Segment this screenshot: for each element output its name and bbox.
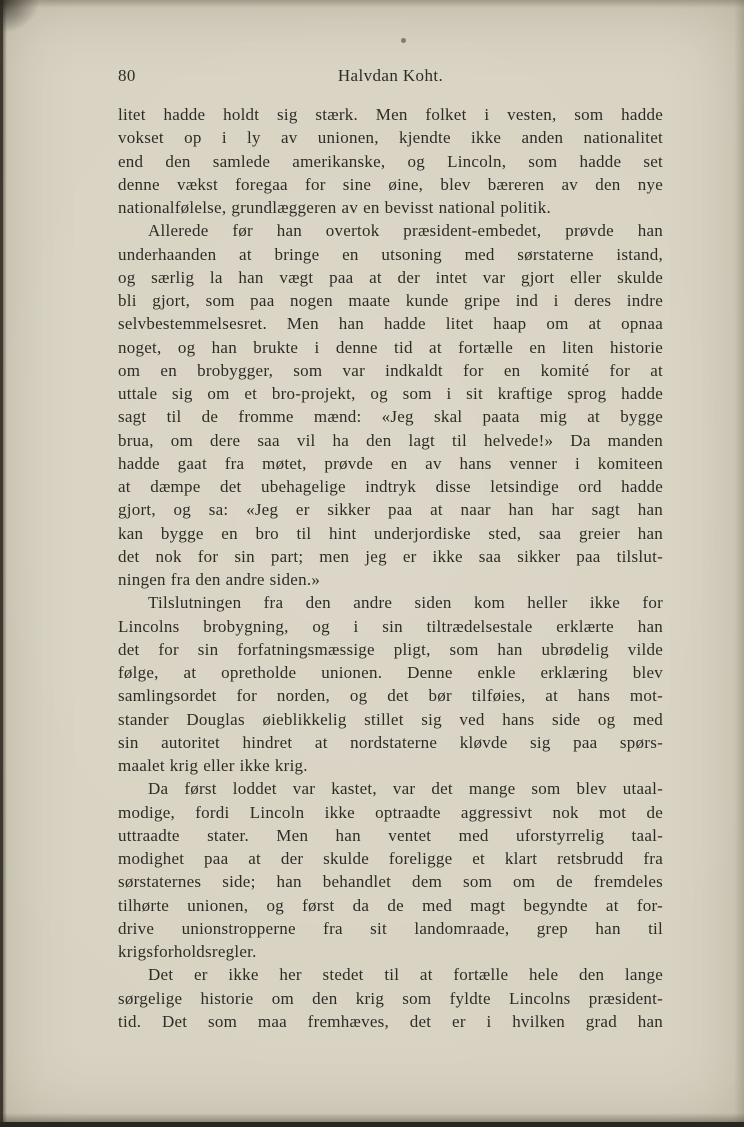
text-line: kan bygge en bro til hint underjordiske sted, saa greier han [118, 523, 663, 543]
text-line: ningen fra den andre siden.» [118, 570, 321, 589]
text-line: denne vækst foregaa for sine øine, blev bæreren av den nye [118, 174, 663, 194]
text-line: Lincolns brobygning, og i sin tiltrædelsestale erklærte han [118, 616, 663, 636]
text-line: gjort, og sa: «Jeg er sikker paa at naar han har sagt han [118, 500, 663, 520]
text-line: tid. Det som maa fremhæves, det er i hvilken grad han [118, 1011, 663, 1031]
text-line: end den samlede amerikanske, og Lincoln, som hadde set [118, 151, 663, 171]
text-line: sørstaternes side; han behandlet dem som om de fremdeles [118, 872, 663, 892]
text-line: Da først loddet var kastet, var det mange som blev utaal- [148, 779, 663, 799]
text-line: sin autoritet hindret at nordstaterne kløvde sig paa spørs- [118, 732, 663, 752]
scan-edge-bottom-line [0, 1122, 744, 1127]
text-line: Det er ikke her stedet til at fortælle hele den lange [148, 965, 663, 985]
text-line: uttale sig om et bro-projekt, og som i sit kraftige sprog hadde [118, 384, 663, 403]
text-line: Allerede før han overtok præsident-embedet, prøvde han [148, 221, 663, 241]
page-header [118, 66, 663, 88]
text-line: drive unionstropperne fra sit landomraade, grep han til [118, 918, 663, 938]
running-title: Halvdan Koht. [337, 66, 444, 85]
text-line: underhaanden at bringe en utsoning med sørstaterne istand, [118, 244, 663, 264]
scan-edge-top [0, 0, 744, 8]
scan-corner-top-left [0, 0, 40, 34]
paragraph [118, 963, 663, 1033]
text-line: Tilslutningen fra den andre siden kom heller ikke for [148, 593, 663, 613]
text-line: om en brobygger, som var indkaldt for en komité for at [118, 360, 663, 380]
text-line: sagt til de fromme mænd: «Jeg skal paata mig at bygge [118, 407, 663, 427]
text-line: sørgelige historie om den krig som fyldte Lincolns præsident- [118, 988, 663, 1008]
paragraph [118, 219, 663, 591]
text-line: litet hadde holdt sig stærk. Men folket i vesten, som hadde [118, 105, 663, 124]
text-line: modighet paa at der skulde foreligge et klart retsbrudd fra [118, 849, 663, 868]
text-block [118, 103, 663, 1033]
scan-edge-right [734, 0, 744, 1127]
scan-edge-left-line [0, 0, 3, 1127]
text-line: modige, fordi Lincoln ikke optraadte aggressivt nok mot de [118, 802, 663, 822]
page-number: 80 [118, 66, 136, 85]
text-line: maalet krig eller ikke krig. [118, 756, 308, 775]
text-line: noget, og han brukte i denne tid at fortælle en liten historie [118, 337, 663, 357]
text-line: det nok for sin part; men jeg er ikke saa sikker paa tilslut- [118, 546, 663, 566]
text-line: tilhørte unionen, og først da de med magt begyndte at for- [118, 895, 663, 915]
text-line: krigsforholdsregler. [118, 942, 257, 961]
text-line: uttraadte stater. Men han ventet med uforstyrrelig taal- [118, 825, 663, 845]
text-line: det for sin forfatningsmæssige pligt, som han ubrødelig vilde [118, 639, 663, 659]
text-line: bli gjort, som paa nogen maate kunde gripe ind i deres indre [118, 291, 663, 310]
text-line: selvbestemmelsesret. Men han hadde litet haap om at opnaa [118, 314, 663, 334]
text-line: hadde gaat fra møtet, prøvde en av hans venner i komiteen [118, 453, 663, 473]
paragraph [118, 777, 663, 963]
paragraph [118, 591, 663, 777]
text-line: brua, om dere saa vil ha den lagt til helvede!» Da manden [118, 430, 663, 450]
scan-speck [401, 38, 406, 43]
text-line: og særlig la han vægt paa at der intet var gjort eller skulde [118, 267, 663, 287]
text-line: vokset op i ly av unionen, kjendte ikke anden nationalitet [118, 128, 663, 148]
text-line: samlingsordet for norden, og det bør tilføies, at hans mot- [118, 686, 663, 706]
paragraph [118, 103, 663, 219]
text-line: følge, at opretholde unionen. Denne enkle erklæring blev [118, 663, 663, 682]
text-line: at dæmpe det ubehagelige indtryk disse letsindige ord hadde [118, 477, 663, 496]
text-line: stander Douglas øieblikkelig stillet sig ved hans side og med [118, 709, 663, 729]
text-line: nationalfølelse, grundlæggeren av en bevisst national politik. [118, 198, 552, 217]
